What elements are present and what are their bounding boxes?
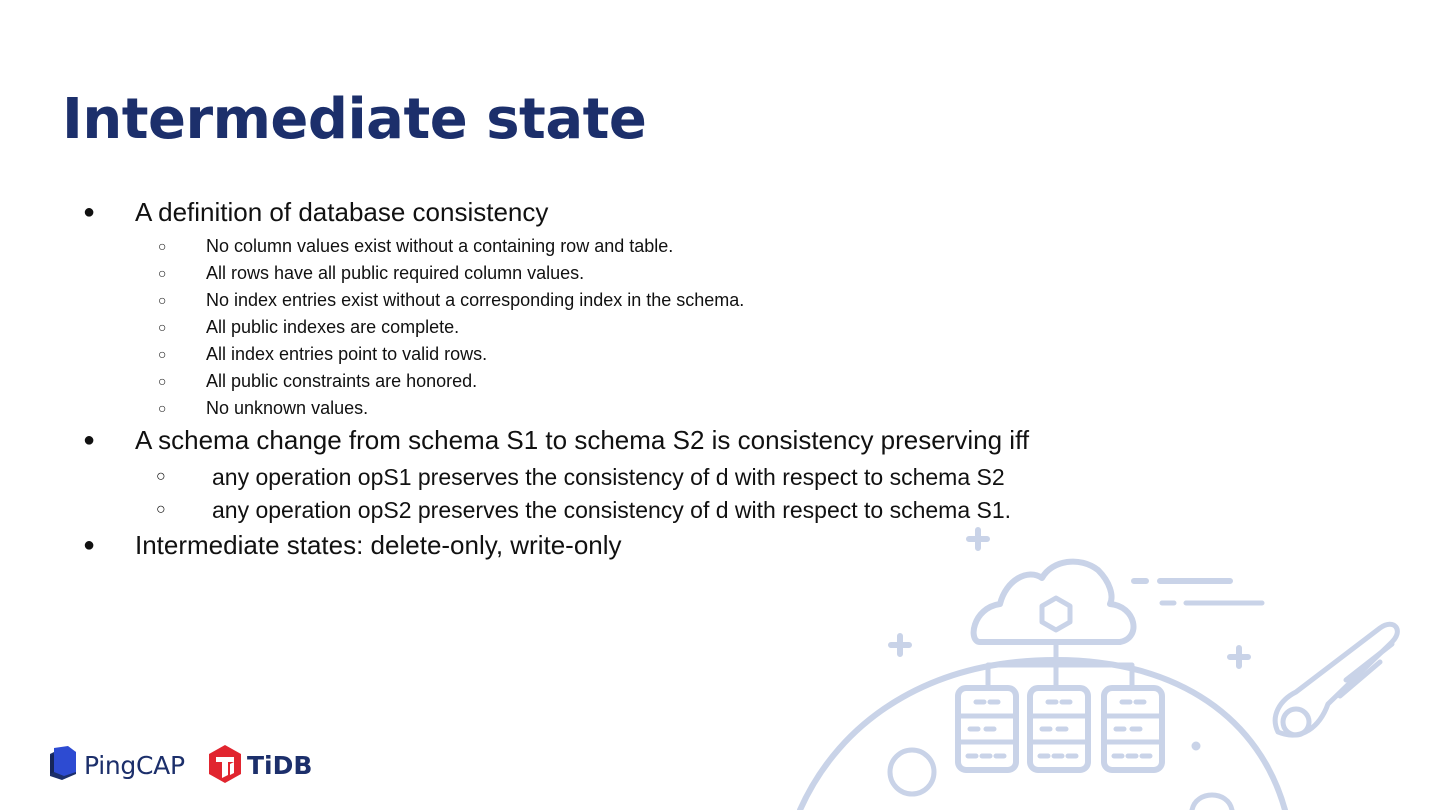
slide-title: Intermediate state <box>62 87 647 152</box>
sub-bullet-marker: ○ <box>158 346 167 362</box>
sub-bullet-text: any operation opS2 preserves the consistency of d with respect to schema S1. <box>212 497 1012 523</box>
sub-bullet-marker: ○ <box>158 238 167 254</box>
sub-bullet-marker: ○ <box>158 292 167 308</box>
tidb-logo-icon <box>208 744 242 784</box>
bullet-text: Intermediate states: delete-only, write-only <box>135 530 622 560</box>
sub-bullet-text: All rows have all public required column values. <box>206 263 585 283</box>
sub-bullet-text: No column values exist without a containing row and table. <box>206 236 674 256</box>
tidb-logo-text: TiDB <box>247 751 313 780</box>
sub-bullet-text: All public constraints are honored. <box>206 371 478 391</box>
sub-bullet-text: No index entries exist without a corresponding index in the schema. <box>206 290 745 310</box>
sub-bullet-marker: ○ <box>156 501 166 518</box>
sub-bullet-marker: ○ <box>158 265 167 281</box>
bullet-text: A schema change from schema S1 to schema S2 is consistency preserving iff <box>135 425 1030 455</box>
pingcap-logo-icon <box>48 746 78 784</box>
sub-bullet-marker: ○ <box>158 373 167 389</box>
sub-bullet-marker: ○ <box>158 319 167 335</box>
sub-bullet-marker: ○ <box>158 400 167 416</box>
sub-bullet-text: No unknown values. <box>206 398 369 418</box>
bullet-text: A definition of database consistency <box>135 197 549 227</box>
bullet-marker: ● <box>83 429 96 451</box>
bullet-marker: ● <box>83 534 96 556</box>
cloud-server-illustration <box>780 520 1440 810</box>
sub-bullet-text: All index entries point to valid rows. <box>206 344 488 364</box>
sub-bullet-text: All public indexes are complete. <box>206 317 460 337</box>
bullet-marker: ● <box>83 201 96 223</box>
footer-logos <box>48 744 313 788</box>
sub-bullet-text: any operation opS1 preserves the consistency of d with respect to schema S2 <box>212 464 1005 490</box>
sub-bullet-marker: ○ <box>156 468 166 485</box>
pingcap-logo-text: PingCAP <box>84 751 185 780</box>
